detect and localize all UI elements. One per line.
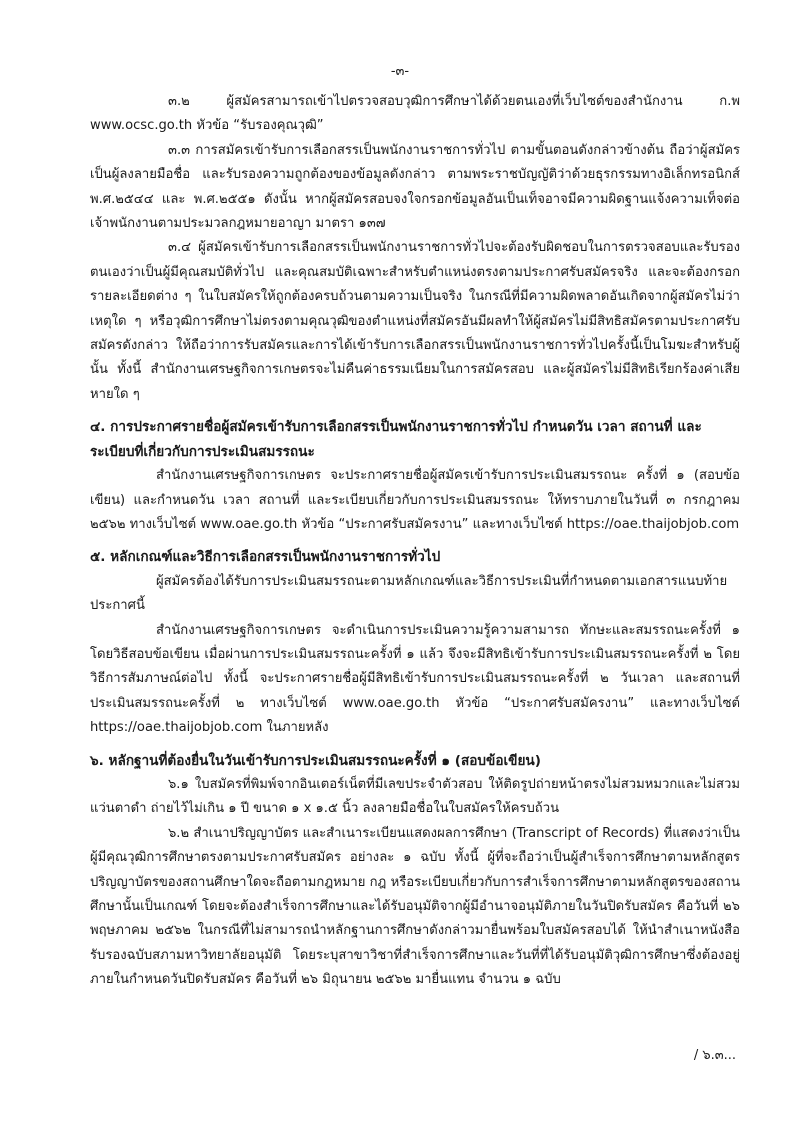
paragraph-6-1: ๖.๑ ใบสมัครที่พิมพ์จากอินเตอร์เน็ตที่มีเลขประจำตัวสอบ ให้ติดรูปถ่ายหน้าตรงไม่สวมหมวกและไม่สวมแว่นตาดำ ถ่ายไว้ไม่เกิน ๑ ปี ขนาด ๑ x ๑.๕ นิ้ว ลงลายมือชื่อในใบสมัครให้ครบถ้วน <box>90 776 740 817</box>
paragraph-3-2: ๓.๒ ผู้สมัครสามารถเข้าไปตรวจสอบวุฒิการศึกษาได้ด้วยตนเองที่เว็บไซต์ของสำนักงาน ก.พ www.ocsc.go.th หัวข้อ “รับรองคุณวุฒิ” <box>90 94 740 134</box>
paragraph-6-2: ๖.๒ สำเนาปริญญาบัตร และสำเนาระเบียนแสดงผลการศึกษา (Transcript of Records) ที่แสดงว่าเป็นผู้มีคุณวุฒิการศึกษาตรงตามประกาศรับสมัคร อย่างละ ๑ ฉบับ ทั้งนี้ ผู้ที่จะถือว่าเป็นผู้สำเร็จการศึกษาตามหลักสูตรปริญญาบัตรของสถานศึกษาใดจะถือตามกฎหมาย กฎ หรือระเบียบเกี่ยวกับการสำเร็จการศึกษาตามหลักสูตรของสถานศึกษานั้นเป็นเกณฑ์ โดยจะต้องสำเร็จการศึกษาและได้รับอนุมัติจากผู้มีอำนาจอนุมัติภายในวันปิดรับสมัคร คือวันที่ ๒๖ พฤษภาคม ๒๕๖๒ ในกรณีที่ไม่สามารถนำหลักฐานการศึกษาดังกล่าวมายื่นพร้อมใบสมัครสอบได้ ให้นำสำเนาหนังสือรับรองฉบับสภามหาวิทยาลัยอนุมัติ โดยระบุสาขาวิชาที่สำเร็จการศึกษาและวันที่ที่ได้รับอนุมัติวุฒิการศึกษาซึ่งต้องอยู่ภายในกำหนดวันปิดรับสมัคร คือวันที่ ๒๖ มิถุนายน ๒๕๖๒ มายื่นแทน จำนวน ๑ ฉบับ <box>90 825 740 988</box>
section-4-body: สำนักงานเศรษฐกิจการเกษตร จะประกาศรายชื่อผู้สมัครเข้ารับการประเมินสมรรถนะ ครั้งที่ ๑ (สอบข้อเขียน) และกำหนดวัน เวลา สถานที่ และระเบียบเกี่ยวกับการประเมินสมรรถนะ ให้ทราบภายในวันที่ ๓ กรกฎาคม ๒๕๖๒ ทางเว็บไซต์ www.oae.go.th หัวข้อ “ประกาศรับสมัครงาน” และทางเว็บไซต์ https://oae.thaijobjob.com <box>90 468 740 532</box>
section-4-heading: ๔. การประกาศรายชื่อผู้สมัครเข้ารับการเลือกสรรเป็นพนักงานราชการทั่วไป กำหนดวัน เวลา สถานที่ และระเบียบที่เกี่ยวกับการประเมินสมรรถนะ <box>90 419 702 460</box>
section-5-heading: ๕. หลักเกณฑ์และวิธีการเลือกสรรเป็นพนักงานราชการทั่วไป <box>90 549 441 566</box>
paragraph-3-4: ๓.๔ ผู้สมัครเข้ารับการเลือกสรรเป็นพนักงานราชการทั่วไปจะต้องรับผิดชอบในการตรวจสอบและรับรองตนเองว่าเป็นผู้มีคุณสมบัติทั่วไป และคุณสมบัติเฉพาะสำหรับตำแหน่งตรงตามประกาศรับสมัครจริง และจะต้องกรอกรายละเอียดต่าง ๆ ในใบสมัครให้ถูกต้องครบถ้วนตามความเป็นจริง ในกรณีที่มีความผิดพลาดอันเกิดจากผู้สมัครไม่ว่าเหตุใด ๆ หรือวุฒิการศึกษาไม่ตรงตามคุณวุฒิของตำแหน่งที่สมัครอันมีผลทำให้ผู้สมัครไม่มีสิทธิสมัครตามประกาศรับสมัครดังกล่าว ให้ถือว่าการรับสมัครและการได้เข้ารับการเลือกสรรเป็นพนักงานราชการทั่วไปครั้งนี้เป็นโมฆะสำหรับผู้นั้น ทั้งนี้ สำนักงานเศรษฐกิจการเกษตรจะไม่คืนค่าธรรมเนียมในการสมัครสอบ และผู้สมัครไม่มีสิทธิเรียกร้องค่าเสียหายใด ๆ <box>90 240 740 402</box>
continuation-marker: / ๖.๓... <box>693 1048 736 1063</box>
section-5-body-1: ผู้สมัครต้องได้รับการประเมินสมรรถนะตามหลักเกณฑ์และวิธีการประเมินที่กำหนดตามเอกสารแนบท้ายประกาศนี้ <box>90 573 728 614</box>
paragraph-3-3: ๓.๓ การสมัครเข้ารับการเลือกสรรเป็นพนักงานราชการทั่วไป ตามขั้นตอนดังกล่าวข้างต้น ถือว่าผู้สมัครเป็นผู้ลงลายมือชื่อ และรับรองความถูกต้องของข้อมูลดังกล่าว ตามพระราชบัญญัติว่าด้วยธุรกรรมทางอิเล็กทรอนิกส์ พ.ศ.๒๕๔๔ และ พ.ศ.๒๕๕๑ ดังนั้น หากผู้สมัครสอบจงใจกรอกข้อมูลอันเป็นเท็จอาจมีความผิดฐานแจ้งความเท็จต่อเจ้าพนักงานตามประมวลกฎหมายอาญา มาตรา ๑๓๗ <box>90 142 740 232</box>
section-5-body-2: สำนักงานเศรษฐกิจการเกษตร จะดำเนินการประเมินความรู้ความสามารถ ทักษะและสมรรถนะครั้งที่ ๑ โดยวิธีสอบข้อเขียน เมื่อผ่านการประเมินสมรรถนะครั้งที่ ๑ แล้ว จึงจะมีสิทธิเข้ารับการประเมินสมรรถนะครั้งที่ ๒ โดยวิธีการสัมภาษณ์ต่อไป ทั้งนี้ จะประกาศรายชื่อผู้มีสิทธิเข้ารับการประเมินสมรรถนะครั้งที่ ๒ วันเวลา และสถานที่ประเมินสมรรถนะครั้งที่ ๒ ทางเว็บไซต์ www.oae.go.th หัวข้อ “ประกาศรับสมัครงาน” และทางเว็บไซต์ https://oae.thaijobjob.com ในภายหลัง <box>90 622 740 736</box>
section-6-heading: ๖. หลักฐานที่ต้องยื่นในวันเข้ารับการประเมินสมรรถนะครั้งที่ ๑ (สอบข้อเขียน) <box>90 752 541 769</box>
document-body <box>90 90 740 993</box>
page-number: -๓- <box>390 64 410 79</box>
